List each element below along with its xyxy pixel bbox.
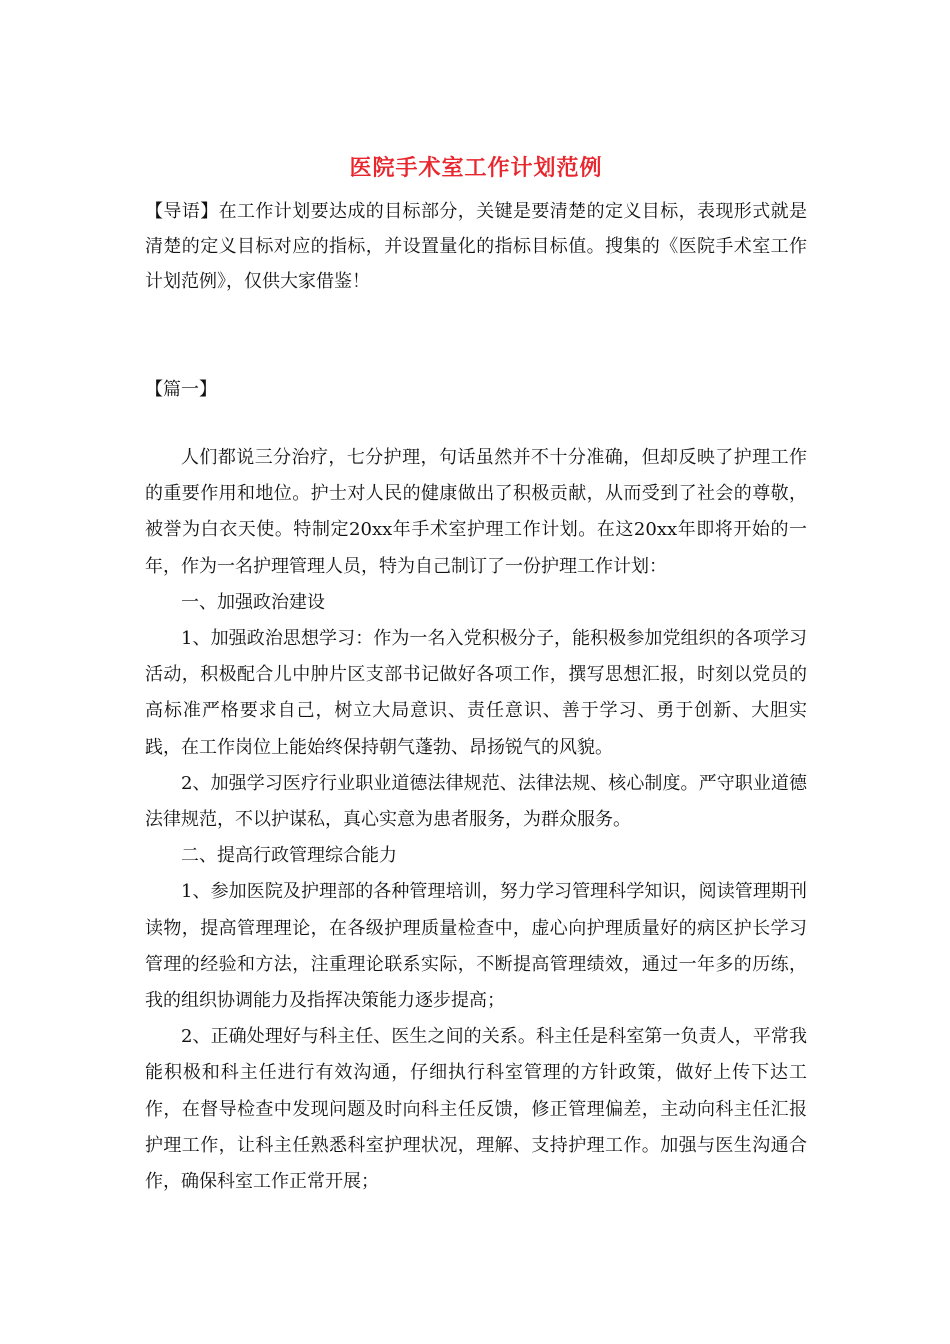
section-label: 【篇一】	[145, 379, 217, 400]
document-title: 医院手术室工作计划范例	[349, 155, 603, 181]
paragraph-relations: 2、正确处理好与科主任、医生之间的关系。科主任是科室第一负责人，平常我能积极和科主任进行有效沟通，仔细执行科室管理的方针政策，做好上传下达工作，在督导检查中发现问题及时向科主任反馈，修正管理偏差，主动向科主任汇报护理工作，让科主任熟悉科室护理状况，理解、支持护理工作。加强与医生沟通合作，确保科室工作正常开展；	[145, 1026, 807, 1193]
heading-management-ability: 二、提高行政管理综合能力	[181, 845, 397, 867]
paragraph-management-training: 1、参加医院及护理部的各种管理培训，努力学习管理科学知识，阅读管理期刊读物，提高管理理论，在各级护理质量检查中，虚心向护理质量好的病区护长学习管理的经验和方法，注重理论联系实际，不断提高管理绩效，通过一年多的历练，我的组织协调能力及指挥决策能力逐步提高；	[145, 881, 807, 1012]
paragraph-political-study: 1、加强政治思想学习：作为一名入党积极分子，能积极参加党组织的各项学习活动，积极配合儿中肿片区支部书记做好各项工作，撰写思想汇报，时刻以党员的高标准严格要求自己，树立大局意识、责任意识、善于学习、勇于创新、大胆实践，在工作岗位上能始终保持朝气蓬勃、昂扬锐气的风貌。	[145, 628, 807, 758]
body-text	[145, 440, 807, 1200]
intro-paragraph: 【导语】在工作计划要达成的目标部分，关键是要清楚的定义目标，表现形式就是清楚的定义目标对应的指标，并设置量化的指标目标值。搜集的《医院手术室工作计划范例》，仅供大家借鉴！	[145, 201, 807, 292]
paragraph-intro: 人们都说三分治疗，七分护理，句话虽然并不十分准确，但却反映了护理工作的重要作用和地位。护士对人民的健康做出了积极贡献，从而受到了社会的尊敬，被誉为白衣天使。特制定20xx年手术室护理工作计划。在这20xx年即将开始的一年，作为一名护理管理人员，特为自己制订了一份护理工作计划：	[145, 447, 807, 577]
paragraph-ethics-study: 2、加强学习医疗行业职业道德法律规范、法律法规、核心制度。严守职业道德法律规范，不以护谋私，真心实意为患者服务，为群众服务。	[145, 772, 807, 831]
heading-political-building: 一、加强政治建设	[181, 591, 325, 613]
